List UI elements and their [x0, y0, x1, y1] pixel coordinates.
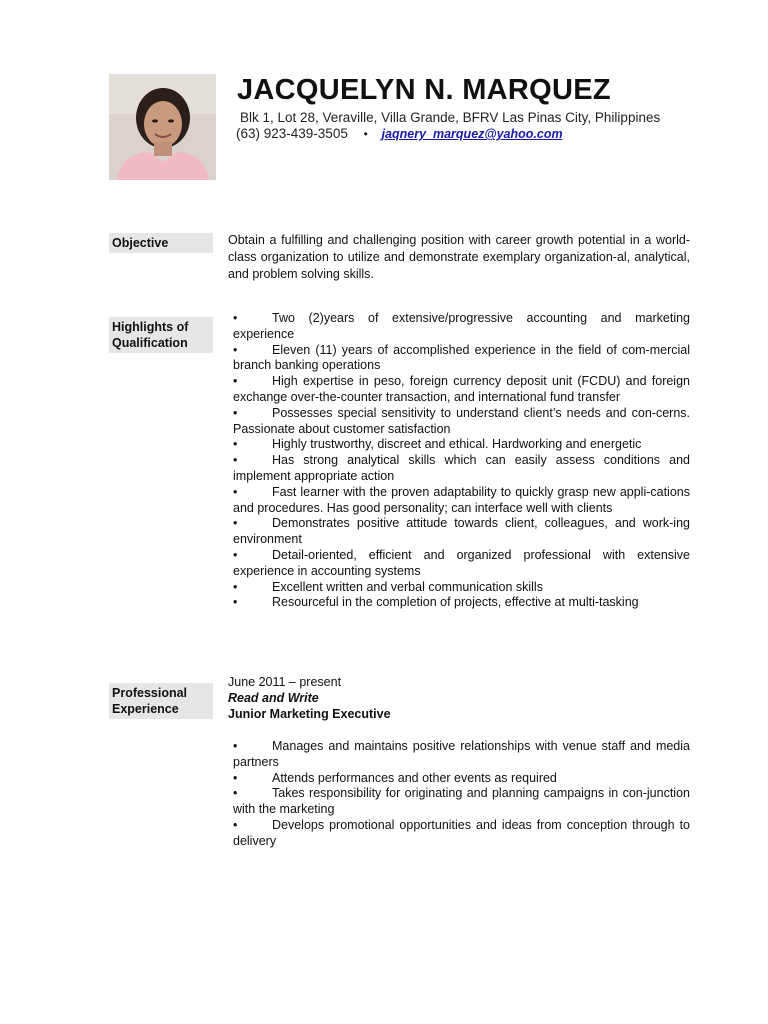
objective-text: Obtain a fulfilling and challenging position with career growth potential in a world-class organization to utilize and demonstrate exemplary organization-al, analytical, and problem solving skills. [228, 233, 690, 281]
highlight-item-text: Excellent written and verbal communication skills [272, 579, 543, 594]
highlight-item [233, 406, 690, 438]
highlight-item-text: Fast learner with the proven adaptability to quickly grasp new appli-cations and procedures. Has good personality; can interface well with clients [233, 484, 690, 515]
duty-item-text: Develops promotional opportunities and ideas from conception through to delivery [233, 817, 690, 848]
duty-item-text: Attends performances and other events as required [272, 770, 557, 785]
highlights-list [233, 311, 690, 611]
objective-label-text: Objective [112, 236, 169, 250]
bullet-icon: • [233, 786, 238, 801]
candidate-name: JACQUELYN N. MARQUEZ [237, 74, 611, 106]
duty-item-text: Manages and maintains positive relationships with venue staff and media partners [233, 739, 690, 769]
objective-label [109, 233, 213, 253]
highlight-item [233, 453, 690, 485]
bullet-icon: • [233, 453, 238, 468]
highlight-item [233, 595, 690, 611]
duty-item [233, 786, 690, 818]
highlight-item [233, 516, 690, 548]
bullet-icon: • [233, 817, 238, 832]
highlight-item-text: High expertise in peso, foreign currency deposit unit (FCDU) and foreign exchange over-the-counter transaction, and international fund transfer [233, 374, 690, 404]
bullet-icon: • [233, 579, 238, 594]
highlight-item [233, 343, 690, 375]
profile-photo [109, 74, 216, 180]
experience-label-line1: Professional [112, 686, 188, 700]
highlights-label [109, 317, 213, 353]
highlight-item [233, 374, 690, 406]
highlight-item [233, 311, 690, 343]
contact-line [236, 126, 563, 141]
bullet-icon: • [233, 374, 238, 389]
job-title: Junior Marketing Executive [228, 707, 391, 721]
job-company: Read and Write [228, 691, 319, 705]
duty-item [233, 818, 690, 850]
experience-label-line2: Experience [112, 702, 179, 716]
highlight-item-text: Detail-oriented, efficient and organized professional with extensive experience in accounting systems [233, 547, 690, 578]
phone-number: (63) 923-439-3505 [236, 126, 348, 141]
duty-item [233, 771, 690, 787]
highlight-item [233, 437, 690, 453]
highlights-label-line2: Qualification [112, 336, 188, 350]
address: Blk 1, Lot 28, Veraville, Villa Grande, BFRV Las Pinas City, Philippines [240, 110, 661, 125]
email-link[interactable]: jaqnery_marquez@yahoo.com [381, 127, 563, 141]
bullet-icon: • [233, 739, 238, 753]
bullet-icon: • [233, 770, 238, 785]
highlight-item-text: Possesses special sensitivity to understand client’s needs and con-cerns. Passionate about customer satisfaction [233, 405, 690, 436]
highlight-item-text: Eleven (11) years of accomplished experience in the field of com-mercial branch banking operations [233, 342, 690, 373]
bullet-icon: • [233, 342, 238, 357]
highlight-item-text: Resourceful in the completion of projects, effective at multi-tasking [272, 595, 639, 610]
highlight-item [233, 580, 690, 596]
job-date: June 2011 – present [228, 675, 342, 689]
duty-item [233, 739, 690, 771]
bullet-icon: • [233, 547, 238, 562]
bullet-icon: • [233, 595, 238, 610]
bullet-separator: • [363, 127, 368, 141]
highlight-item-text: Highly trustworthy, discreet and ethical. Hardworking and energetic [272, 437, 642, 452]
bullet-icon: • [233, 311, 238, 325]
bullet-icon: • [233, 405, 238, 420]
highlight-item [233, 548, 690, 580]
highlight-item-text: Two (2)years of extensive/progressive accounting and marketing experience [233, 311, 690, 341]
duty-item-text: Takes responsibility for originating and planning campaigns in con-junction with the marketing [233, 786, 690, 817]
bullet-icon: • [233, 484, 238, 499]
highlights-label-line1: Highlights of [112, 320, 189, 334]
bullet-icon: • [233, 437, 238, 452]
bullet-icon: • [233, 516, 238, 531]
portrait-image [109, 74, 216, 180]
highlight-item-text: Has strong analytical skills which can easily assess conditions and implement appropriate action [233, 453, 690, 483]
experience-label [109, 683, 213, 719]
highlight-item [233, 485, 690, 517]
experience-duties-list [233, 739, 690, 850]
highlight-item-text: Demonstrates positive attitude towards client, colleagues, and work-ing environment [233, 516, 690, 547]
